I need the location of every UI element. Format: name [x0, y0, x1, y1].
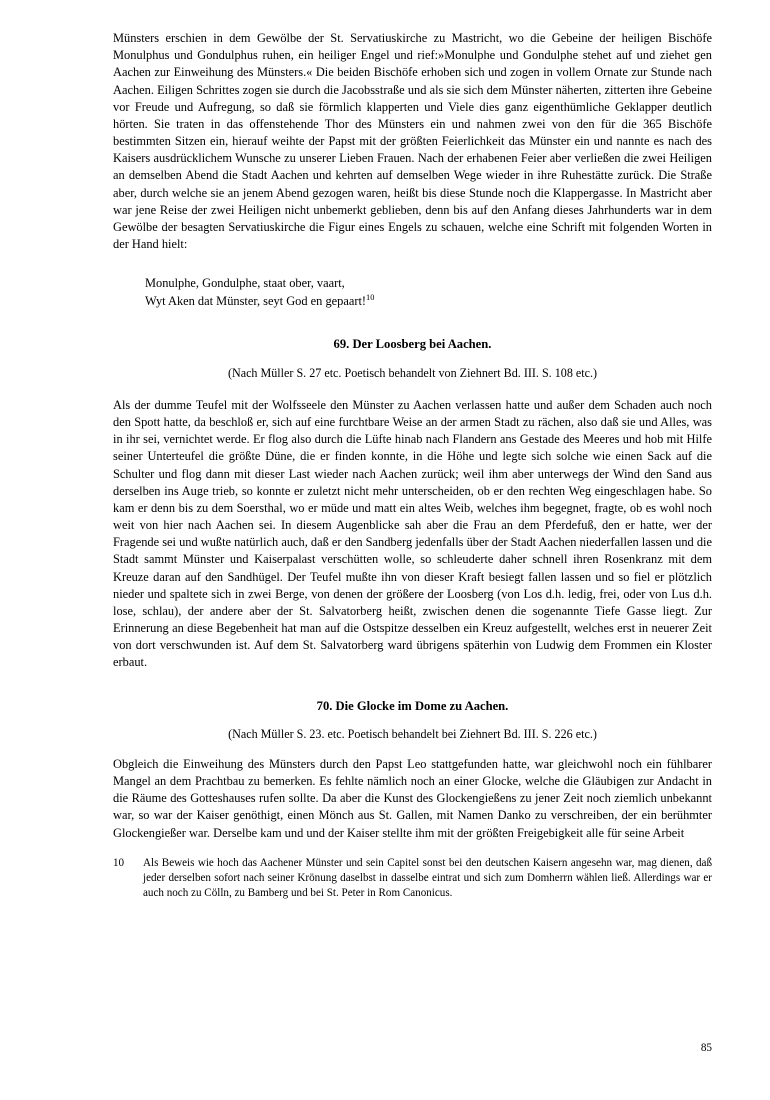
section-title-69: 69. Der Loosberg bei Aachen.	[333, 337, 492, 352]
footnote-marker: 10	[366, 292, 375, 302]
section-source-69: (Nach Müller S. 27 etc. Poetisch behandelt von Ziehnert Bd. III. S. 108 etc.)	[227, 365, 598, 380]
page-number: 85	[700, 1042, 712, 1054]
section-title-70: 70. Die Glocke im Dome zu Aachen.	[316, 698, 509, 713]
verse-line-2	[145, 293, 712, 311]
section-body-70: Obgleich die Einweihung des Münsters durch den Papst Leo stattgefunden hatte, war gleichwohl noch ein fühlbarer Mangel an dem Prachtbau zu bemerken. Es fehlte nämlich noch an einer Glocke, welche die Gläubigen zur Andacht in die Räume des Gotteshauses rufen sollte. Da aber die Kunst des Glockengießens zu jener Zeit noch ziemlich unbekannt war, so war der Kaiser genöthigt, einen Mönch aus St. Gallen, mit Namen Danko zu verschreiben, der ein berühmter Glockengießer war. Derselbe kam und und der Kaiser stellte ihm mit der größten Freigebigkeit alle für seine Arbeit	[113, 756, 712, 840]
verse-block	[145, 275, 712, 310]
footnote-text: Als Beweis wie hoch das Aachener Münster und sein Capitel sonst bei den deutschen Kaisern angesehn war, mag dienen, daß jeder derselben sofort nach seiner Krönung daselbst in dasselbe eintrat und sich zum Domherrn wählen ließ. Allerdings war er auch noch zu Cölln, zu Bamberg und bei St. Peter in Rom Canonicus.	[143, 856, 712, 899]
section-body-69: Als der dumme Teufel mit der Wolfsseele den Münster zu Aachen verlassen hatte und außer dem Schaden auch noch den Spott hatte, da beschloß er, sich auf eine furchtbare Weise an der armen Stadt zu rächen, also daß sie und Alles, was in ihr sei, vernichtet werde. Er flog also durch die Lüfte hinab nach Flandern ans Gestade des Meeres und hob mit Hilfe seiner Unterteufel die größte Düne, die er finden konnte, in die Höhe und legte sich solche wie einen Sack auf die Schulter und flog dann mit dieser Last wieder nach Aachen zurück; weil ihm aber unterwegs der Wind den Sand aus derselben ins Auge trieb, so konnte er zuletzt nicht mehr unterscheiden, ob er den rechten Weg eingeschlagen habe. So kam er denn bis zu dem Soersthal, wo er müde und matt ein altes Weib, welches ihm begegnet, fragte, ob es wohl noch weit von hier nach Aachen sei. In diesem Augenblicke sah aber die Frau an dem Pferdefuß, den er hatte, wer der Fragende sei und wußte natürlich auch, daß er den Sandberg jedenfalls über der Stadt Aachen niederfallen lassen und die Stadt sammt Münster und Kaiserpalast verschütten wolle, so schleuderte daher schnell ihren Rosenkranz mit dem Kreuze daran auf den Sandhügel. Der Teufel mußte ihn von dieser Kraft besiegt fallen lassen und so fiel er plötzlich nieder und spaltete sich in zwei Berge, von denen der größere der Loosberg (von Los d.h. ledig, frei, oder von Lus d.h. lose, schlau), der andere aber der St. Salvatorberg heißt, zwischen denen die sogenannte Tiefe Gasse liegt. Zur Erinnerung an diese Begebenheit hat man auf die Ostspitze desselben ein Kreuz aufgestellt, welches erst in neuerer Zeit von dort verschwunden ist. Auf dem St. Salvatorberg ward übrigens späterhin von Ludwig dem Frommen ein Kloster erbaut.	[113, 397, 712, 670]
paragraph-continuation: Münsters erschien in dem Gewölbe der St. Servatiuskirche zu Mastricht, wo die Gebeine der heiligen Bischöfe Monulphus und Gondulphus ruhen, ein heiliger Engel und rief:»Monulphe und Gondulphe stehet auf und ziehet gen Aachen zur Einweihung des Münsters.« Die beiden Bischöfe erhoben sich und zogen in vollem Ornate zur Stunde nach Aachen. Eiligen Schrittes zogen sie durch die Jacobsstraße und als sie sich dem Münster näherten, zitterten ihre Gebeine vor Freude und Aufregung, so daß sie förmlich klapperten und Viele dies ganz eigenthümliche Geklapper deutlich hörten. Sie traten in das offenstehende Thor des Münsters ein und nahmen zwei von den für die 365 Bischöfe bestimmten Sitzen ein, hierauf weihte der Papst mit der größten Feierlichkeit das Münster ein und nannte es nach des Kaisers ausdrücklichem Wunsche zu unserer Lieben Frauen. Nach der erhabenen Feier aber verließen die zwei Heiligen an demselben Abend die Stadt Aachen und kehrten auf demselben Wege wieder in ihre Ruhestätte zurück. Die Straße aber, durch welche sie an jenem Abend gezogen waren, heißt bis diese Stunde noch die Klappergasse. In Mastricht aber war jene Reise der zwei Heiligen nicht unbemerkt geblieben, denn bis auf den Anfang dieses Jahrhunderts war in dem Gewölbe der besagten Servatiuskirche die Figur eines Engels zu schauen, welche eine Schrift mit folgenden Worten in der Hand hielt:	[113, 31, 712, 252]
footnote-number: 10	[113, 856, 125, 869]
verse-line-2-text: Wyt Aken dat Münster, seyt God en gepaart!	[145, 293, 367, 308]
section-source-70: (Nach Müller S. 23. etc. Poetisch behandelt bei Ziehnert Bd. III. S. 226 etc.)	[228, 726, 597, 741]
footnote	[113, 856, 712, 901]
verse-line-1: Monulphe, Gondulphe, staat ober, vaart,	[145, 276, 345, 291]
